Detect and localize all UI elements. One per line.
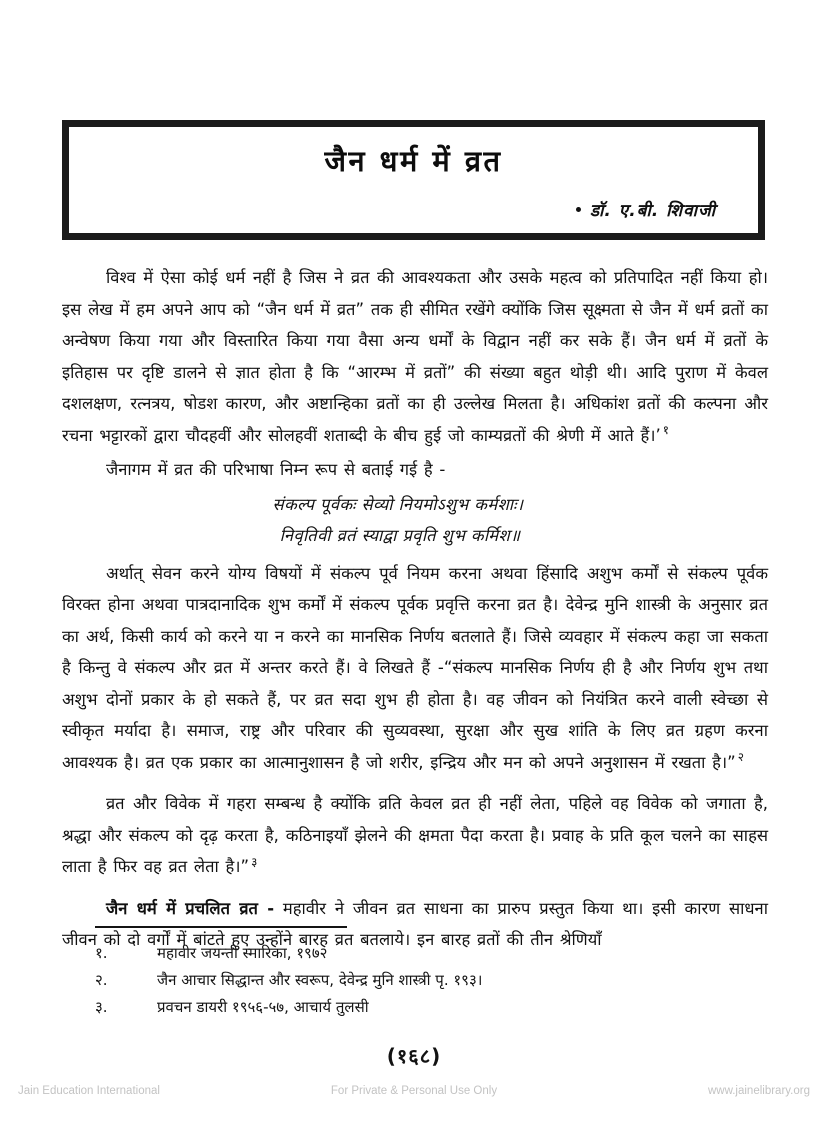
- footer-organization: Jain Education International: [18, 1085, 160, 1097]
- paragraph-3: [62, 788, 768, 883]
- paragraph-1: [62, 262, 768, 451]
- paragraph-2-text: अर्थात् सेवन करने योग्य विषयों में संकल्प पूर्व नियम करना अथवा हिंसादि अशुभ कर्मों से संकल्प पूर्वक विरक्त होना अथवा पात्रदानादिक शुभ कर्मों में संकल्प पूर्वक प्रवृत्ति करना व्रत है। देवेन्द्र मुनि शास्त्री के अनुसार व्रत का अर्थ, किसी कार्य को करने या न करने का मानसिक निर्णय बतलाते हैं। जिसे व्यवहार में संकल्प कहा जा सकता है किन्तु वे संकल्प और व्रत में अन्तर करते हैं। वे लिखते हैं -“संकल्प मानसिक निर्णय ही है और निर्णय शुभ तथा अशुभ दोनों प्रकार के हो सकते हैं, पर व्रत सदा शुभ ही होता है। वह जीवन को नियंत्रित करने वाली स्वेच्छा से स्वीकृत मर्यादा है। समाज, राष्ट्र और परिवार की सुव्यवस्था, सुरक्षा और सुख शांति के लिए व्रत ग्रहण करना आवश्यक है। व्रत एक प्रकार का आत्मानुशासन है जो शरीर, इन्द्रिय और मन को अपने अनुशासन में रखता है।”: [62, 563, 768, 772]
- author-name: डॉ. ए.बी. शिवाजी: [589, 201, 716, 221]
- footnote-item: [95, 940, 715, 967]
- paragraph-4-text: महावीर ने जीवन व्रत साधना का प्रारुप प्रस्तुत किया था। इसी कारण साधना जीवन को दो वर्गों में बांटते हुए उन्होंने बारह व्रत बतलाये। इन बारह व्रतों की तीन श्रेणियाँ: [62, 898, 768, 949]
- footnote-text: जैन आचार सिद्धान्त और स्वरूप, देवेन्द्र मुनि शास्त्री पृ. १९३।: [157, 971, 483, 989]
- paragraph-3-text: व्रत और विवेक में गहरा सम्बन्ध है क्योंकि व्रति केवल व्रत ही नहीं लेता, पहिले वह विवेक को जगाता है, श्रद्धा और संकल्प को दृढ़ करता है, कठिनाइयाँ झेलने की क्षमता पैदा करता है। प्रवाह के प्रति कूल चलने का साहस लाता है फिर वह व्रत लेता है।”: [62, 794, 768, 876]
- footnote-section: [95, 926, 715, 1021]
- verse-line-1: संकल्प पूर्वकः सेव्यो नियमोऽशुभ कर्मशाः।: [272, 494, 524, 514]
- footnote-number: २.: [95, 971, 108, 989]
- footnote-marker-1: १: [662, 423, 670, 437]
- title-box-inner: [69, 127, 758, 233]
- footnote-marker-3: ३: [251, 854, 258, 869]
- verse-intro: जैनागम में व्रत की परिभाषा निम्न रूप से बताई गई है -: [106, 460, 446, 479]
- footnote-text: प्रवचन डायरी १९५६-५७, आचार्य तुलसी: [157, 998, 369, 1016]
- author-byline: [576, 198, 716, 221]
- bullet-icon: [576, 207, 581, 212]
- footnote-text: महावीर जयन्ती स्मारिका, १९७२: [157, 944, 328, 962]
- paragraph-2: [62, 558, 768, 779]
- footer-website[interactable]: www.jainelibrary.org: [707, 1085, 810, 1097]
- footnote-item: [95, 994, 715, 1021]
- spacer: [62, 551, 768, 558]
- paragraph-1-text: विश्व में ऐसा कोई धर्म नहीं है जिस ने व्रत की आवश्यकता और उसके महत्व को प्रतिपादित नहीं किया हो। इस लेख में हम अपने आप को “जैन धर्म में व्रत” तक ही सीमित रखेंगे क्योंकि जिस सूक्ष्मता से जैन में धर्म व्रतों का अन्वेषण किया गया और विस्तारित किया गया वैसा अन्य धर्मों के विद्वान नहीं कर सके हैं। जैन धर्म में व्रतों के इतिहास पर दृष्टि डालने से ज्ञात होता है कि “आरम्भ में व्रतों” की संख्या बहुत थोड़ी थी। आदि पुराण में केवल दशलक्षण, रत्नत्रय, षोडश कारण, और अष्टान्हिका व्रतों का ही उल्लेख मिलता है। अधिकांश व्रतों की कल्पना और रचना भट्टारकों द्वारा चौदहवीं और सोलहवीं शताब्दी के बीच हुई जो काम्यव्रतों की श्रेणी में आते हैं।’: [62, 268, 768, 445]
- spacer: [62, 781, 768, 788]
- page-footer: [0, 1080, 828, 1102]
- page-title: जैन धर्म में व्रत: [324, 144, 503, 178]
- article-body: [62, 262, 768, 959]
- footnote-number: ३.: [95, 998, 108, 1016]
- spacer: [62, 886, 768, 893]
- verse-line-2: निवृतिवी व्रतं स्याद्वा प्रवृति शुभ कर्मिश॥: [279, 525, 521, 545]
- page-number: (१६८): [386, 1044, 442, 1068]
- footnote-item: [95, 967, 715, 994]
- footnote-number: १.: [95, 944, 108, 962]
- footnote-separator: [95, 926, 347, 928]
- footnote-marker-2: २: [737, 750, 744, 764]
- footer-usage-notice: For Private & Personal Use Only: [330, 1085, 498, 1097]
- paragraph-4-lead-in: जैन धर्म में प्रचलित व्रत -: [106, 898, 275, 918]
- title-box: [62, 120, 765, 240]
